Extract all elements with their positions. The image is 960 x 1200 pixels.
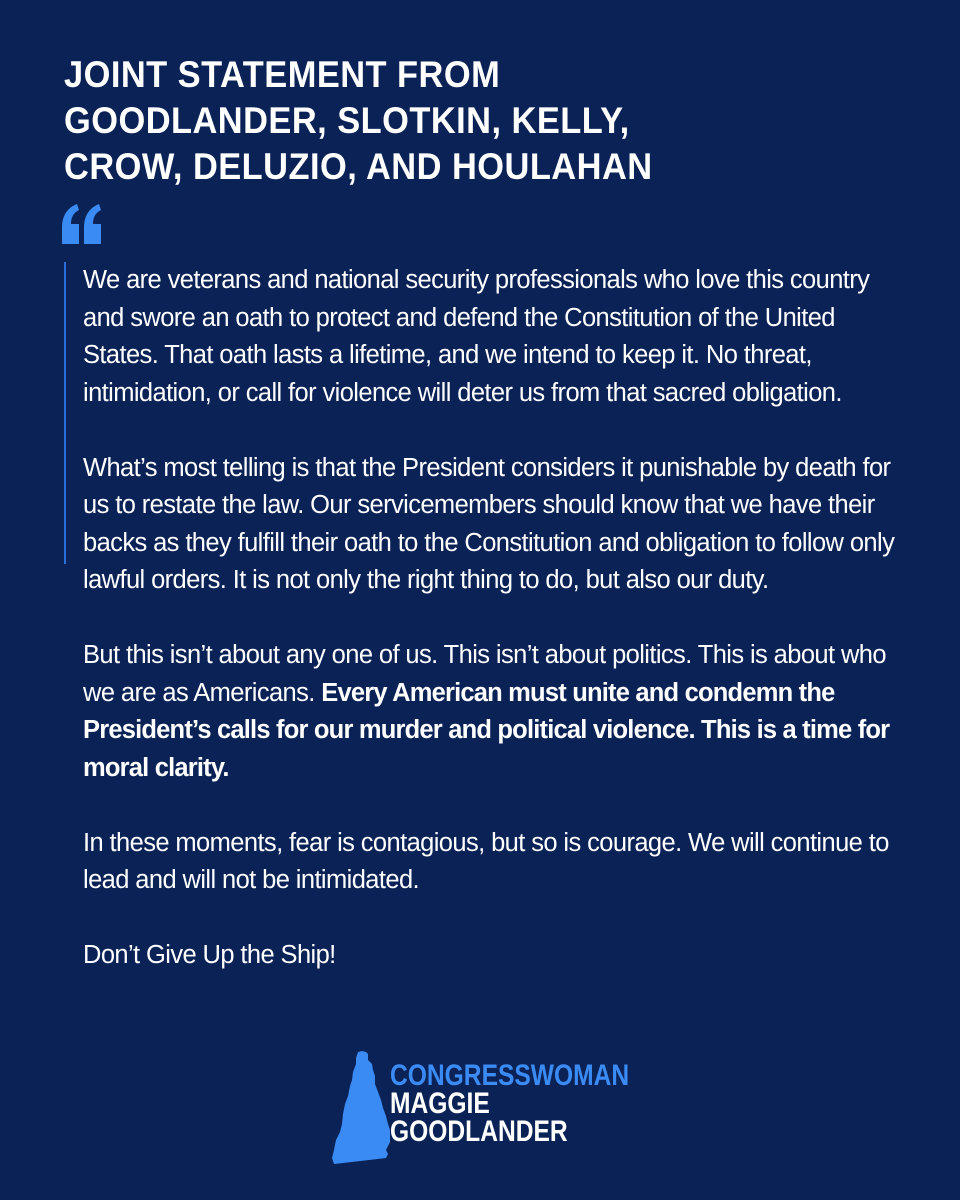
logo-last-name: GOODLANDER [390,1115,568,1148]
paragraph-5 [83,937,913,975]
statement-title [64,52,827,190]
quote-accent-line [64,262,66,564]
statement-body [83,262,913,1012]
title-line-1: JOINT STATEMENT FROM [64,54,501,95]
paragraph-4-text: In these moments, fear is contagious, but so is courage. We will continue to lead and will not be intimidated. [83,828,889,894]
paragraph-3-text: But this isn’t about any one of us. This isn’t about politics. This is about who we are as Americans. [83,641,886,707]
paragraph-4 [83,825,913,900]
paragraph-5-text: Don’t Give Up the Ship! [83,941,336,969]
paragraph-1 [83,262,913,412]
paragraph-2 [83,450,913,600]
logo-first-name: MAGGIE [390,1087,490,1120]
paragraph-2-text: What’s most telling is that the President considers it punishable by death for us to restate the law. Our servicemembers should know that we have their backs as they fulfill their oath to the Constitution and obligation to follow only lawful orders. It is not only the right thing to do, but also our duty. [83,453,895,594]
title-line-3: CROW, DELUZIO, AND HOULAHAN [64,146,653,187]
congresswoman-logo [328,1050,648,1176]
title-line-2: GOODLANDER, SLOTKIN, KELLY, [64,100,630,141]
paragraph-3-bold-text: Every American must unite and condemn the President’s calls for our murder and political violence. This is a time for moral clarity. [83,678,890,782]
new-hampshire-state-icon [328,1050,390,1168]
paragraph-1-text: We are veterans and national security professionals who love this country and swore an oath to protect and defend the Constitution of the United States. That oath lasts a lifetime, and we intend to keep it. No threat, intimidation, or call for violence will deter us from that sacred obligation. [83,266,870,407]
paragraph-3 [83,637,913,787]
logo-title: CONGRESSWOMAN [390,1059,630,1092]
logo-text [390,1059,630,1148]
left-double-quote-icon [60,198,104,248]
